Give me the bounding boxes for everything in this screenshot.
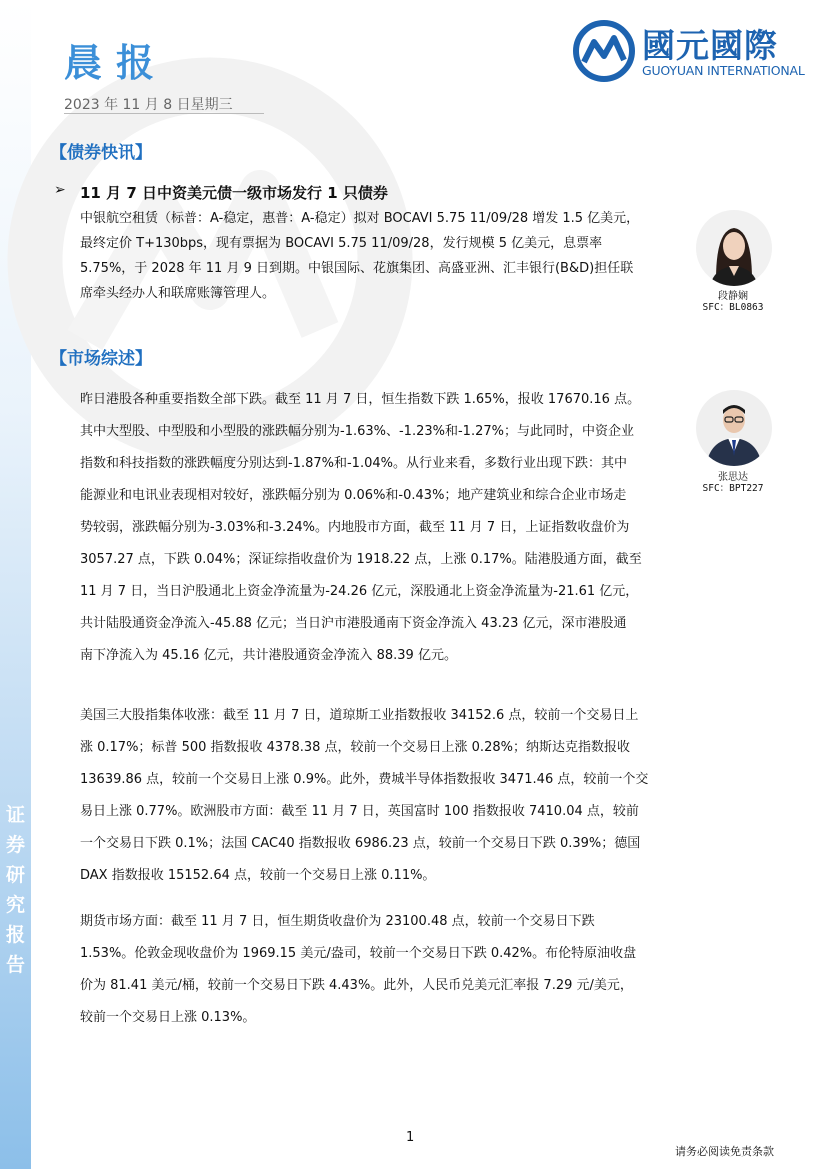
report-date: 2023 年 11 月 8 日星期三 [64,97,233,113]
hk-market-paragraph: 昨日港股各种重要指数全部下跌。截至 11 月 7 日，恒生指数下跌 1.65%，报收 17670.16 点。 其中大型股、中型股和小型股的涨跌幅分别为-1.63%、-1.23%和-1.27%；与此同时，中资企业 指数和科技指数的涨跌幅度分别达到-1.87%和-1.04%。从行业来看，多数行业出现下跌：其中 能源业和电讯业表现相对较好，涨跌幅分别为 0.06%和-0.43%；地产建筑业和综合企业市场走 势较弱，涨跌幅分别为-3.03%和-3.24%。内地股市方面，截至 11 月 7 日，上证指数收盘价为 3057.27 点，下跌 0.04%；深证综指收盘价为 1918.22 点，上涨 0.17%。陆港股通方面，截至 11 月 7 日，当日沪股通北上资金净流量为-24.26 亿元，深股通北上资金净流量为-21.61 亿元， 共计陆股通资金净流入-45.88 亿元；当日沪市港股通南下资金净流入 43.23 亿元，深市港股通 南下净流入为 45.16 亿元，共计港股通资金净流入 88.39 亿元。 [80,392,642,663]
side-banner-text: 证 券 研 究 报 告 [5,804,25,976]
market-section-heading: 【市场综述】 [50,349,152,369]
page-number: 1 [406,1130,415,1145]
bond-section-heading: 【债券快讯】 [50,143,152,163]
bond-item-body: 中银航空租赁（标普：A-稳定，惠普：A-稳定）拟对 BOCAVI 5.75 11/09/28 增发 1.5 亿美元， 最终定价 T+130bps，现有票据为 BOCAVI 5.75 11/09/28，发行规模 5 亿美元，息票率 5.75%，于 2028 年 11 月 9 日到期。中银国际、花旗集团、高盛亚洲、汇丰银行(B&D)担任联 席牵头经办人和联席账簿管理人。 [80,211,640,301]
futures-market-paragraph: 期货市场方面：截至 11 月 7 日，恒生期货收盘价为 23100.48 点，较前一个交易日下跌 1.53%。伦敦金现收盘价为 1969.15 美元/盎司，较前一个交易日下跌 0.42%。布伦特原油收盘 价为 81.41 美元/桶，较前一个交易日下跌 4.43%。此外，人民币兑美元汇率报 7.29 元/美元， 较前一个交易日上涨 0.13%。 [80,914,637,1025]
analyst-sfc-license: SFC：BL0863 [702,302,764,313]
logo-mark-icon [572,20,636,82]
disclaimer-notice: 请务必阅读免责条款 [675,1145,774,1158]
company-logo [572,20,812,80]
arrow-bullet-icon: ➢ [54,182,66,198]
logo-name-cn: 國元國際 [642,26,778,65]
us-eu-market-paragraph: 美国三大股指集体收涨：截至 11 月 7 日，道琼斯工业指数报收 34152.6 点，较前一个交易日上 涨 0.17%；标普 500 指数报收 4378.38 点，较前一个交易日上涨 0.28%；纳斯达克指数报收 13639.86 点，较前一个交易日上涨 0.9%。此外，费城半导体指数报收 3471.46 点，较前一个交 易日上涨 0.77%。欧洲股市方面：截至 11 月 7 日，英国富时 100 指数报收 7410.04 点，较前 一个交易日下跌 0.1%；法国 CAC40 指数报收 6986.23 点，较前一个交易日下跌 0.39%；德国 DAX 指数报收 15152.64 点，较前一个交易日上涨 0.11%。 [80,708,649,883]
analyst-name: 张思达 [718,472,748,483]
analyst-sfc-license: SFC：BPT227 [702,483,764,494]
bond-item-title: 11 月 7 日中资美元债一级市场发行 1 只债券 [80,184,388,202]
analyst-photo [696,210,772,286]
title-divider [64,113,264,114]
analyst-name: 段静娴 [718,291,748,302]
page-title: 晨报 [64,40,169,85]
analyst-photo [696,390,772,466]
logo-name-en: GUOYUAN INTERNATIONAL [642,63,805,78]
